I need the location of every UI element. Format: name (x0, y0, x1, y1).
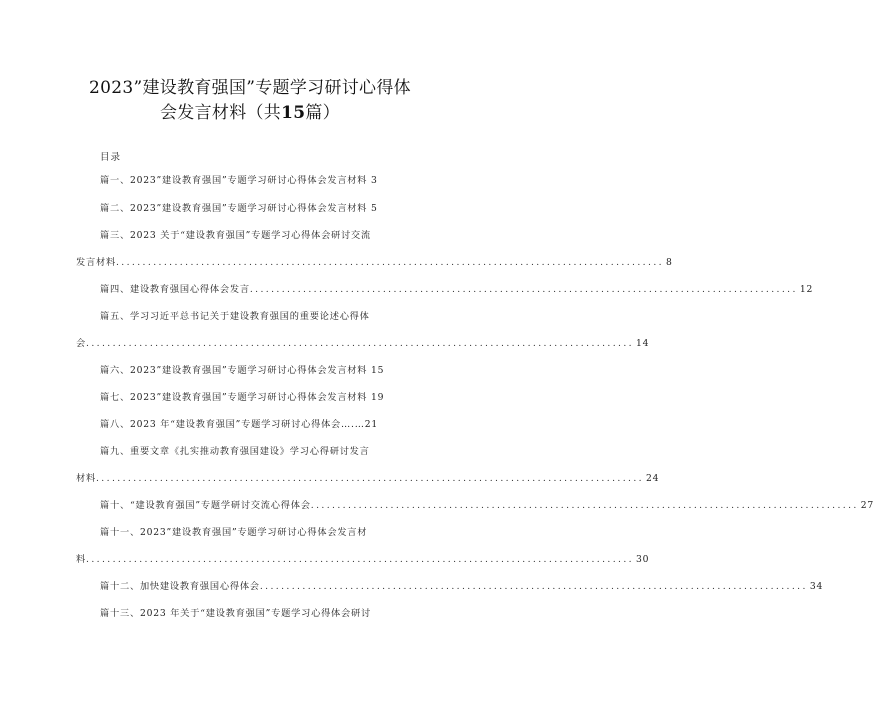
toc-entry-text: 篇四、建设教育强国心得体会发言 (100, 284, 250, 295)
toc-entry-7[interactable]: 篇七、2023”建设教育强国”专题学习研讨心得体会发言材料 19 (100, 392, 385, 403)
toc-leader-dots: ....................................................................................................... (259, 581, 808, 592)
toc-entry-12[interactable] (100, 581, 824, 593)
toc-entry-9-continued[interactable] (76, 473, 660, 485)
toc-leader-dots: ....................................................................................................... (310, 500, 859, 511)
title-line-2-suffix: 篇） (305, 103, 340, 123)
toc-entry-text: 篇十、“建设教育强国”专题学研讨交流心得体会 (100, 500, 311, 511)
toc-page-number: 24 (646, 473, 660, 484)
toc-leader-dots: ....................................................................................................... (115, 257, 664, 268)
toc-entry-11-continued[interactable] (76, 554, 650, 566)
toc-page-number: 34 (809, 581, 824, 592)
toc-entry-6[interactable]: 篇六、2023”建设教育强国”专题学习研讨心得体会发言材料 15 (100, 365, 385, 376)
toc-entry-10[interactable] (100, 500, 874, 512)
toc-leader-dots: ....................................................................................................... (86, 338, 635, 349)
document-title (60, 76, 440, 126)
toc-leader-dots: ....................................................................................................... (249, 284, 798, 295)
toc-entry-3-continued[interactable] (76, 257, 673, 269)
toc-entry-text: 会 (76, 338, 86, 349)
toc-page-number: 27 (860, 500, 874, 511)
toc-leader-dots: ....................................................................................................... (86, 554, 635, 565)
toc-entry-1[interactable]: 篇一、2023”建设教育强国”专题学习研讨心得体会发言材料 3 (100, 175, 378, 186)
toc-entry-5[interactable]: 篇五、学习习近平总书记关于建设教育强国的重要论述心得体 (100, 311, 370, 322)
toc-entry-13[interactable]: 篇十三、2023 年关于“建设教育强国”专题学习心得体会研讨 (100, 608, 372, 619)
toc-entry-8[interactable]: 篇八、2023 年“建设教育强国”专题学习研讨心得体会….…21 (100, 419, 379, 430)
title-line-2-prefix: 会发言材料（共 (160, 103, 282, 123)
toc-entry-text: 料 (76, 554, 86, 565)
toc-page-number: 30 (636, 554, 650, 565)
title-line-1: 2023”建设教育强国”专题学习研讨心得体 (89, 78, 411, 98)
toc-entry-text: 篇十二、加快建设教育强国心得体会 (100, 581, 260, 592)
toc-entry-3[interactable]: 篇三、2023 关于“建设教育强国”专题学习心得体会研讨交流 (100, 230, 372, 241)
toc-heading: 目录 (100, 152, 122, 163)
toc-entry-11[interactable]: 篇十一、2023”建设教育强国”专题学习研讨心得体会发言材 (100, 527, 368, 538)
toc-leader-dots: ....................................................................................................... (95, 473, 644, 484)
toc-entry-text: 材料 (76, 473, 96, 484)
title-line-2 (60, 101, 440, 126)
toc-page-number: 12 (799, 284, 814, 295)
toc-page-number: 8 (665, 257, 673, 268)
title-line-2-number: 15 (281, 103, 306, 123)
toc-entry-2[interactable]: 篇二、2023”建设教育强国”专题学习研讨心得体会发言材料 5 (100, 203, 378, 214)
toc-page-number: 14 (636, 338, 650, 349)
toc-entry-9[interactable]: 篇九、重要文章《扎实推动教育强国建设》学习心得研讨发言 (100, 446, 370, 457)
toc-entry-4[interactable] (100, 284, 814, 296)
toc-entry-text: 发言材料 (76, 257, 116, 268)
toc-entry-5-continued[interactable] (76, 338, 650, 350)
